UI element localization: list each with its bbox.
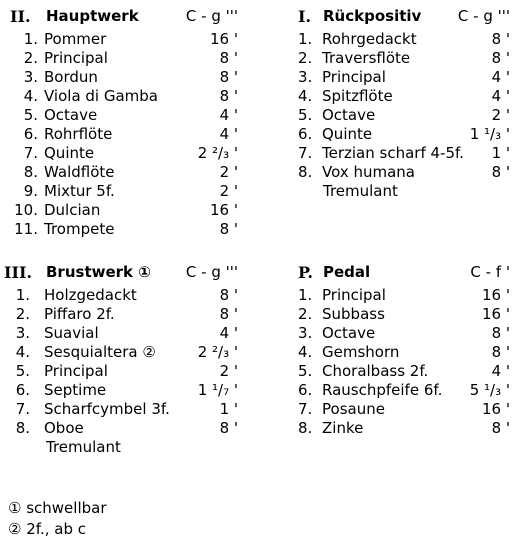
stop-row [10,144,238,163]
stop-number: 7. [23,144,38,162]
stop-row [10,49,238,68]
division-range: C - f ' [470,263,510,281]
stop-number: 8. [23,163,38,181]
stop-name: Terzian scharf 4-5f. [322,144,464,162]
stop-row [298,286,510,305]
stop-row [4,286,238,305]
stop-name: Principal [322,286,386,304]
stop-row [298,343,510,362]
division-header [298,7,510,26]
division-range: C - g ''' [185,7,238,25]
stop-number: 8. [15,419,30,437]
stop-name: Viola di Gamba [44,87,159,105]
stop-pitch: 16 ' [210,201,238,219]
stop-number: 6. [15,381,30,399]
stop-number: 11. [14,220,38,238]
stop-number: 8. [298,163,313,181]
stop-number: 8. [298,419,313,437]
stop-row [10,68,238,87]
stop-list [298,30,510,182]
division-header [10,7,238,26]
stop-name: Zinke [322,419,364,437]
stop-name: Vox humana [322,163,415,181]
stop-pitch: 1 ¹/₇ ' [197,381,238,399]
stop-number: 4. [23,87,38,105]
stop-name: Trompete [44,220,115,238]
stop-row [298,381,510,400]
stop-name: Principal [44,49,108,67]
division-rueckpositiv [298,7,510,201]
stop-list [298,286,510,438]
stop-name: Mixtur 5f. [44,182,115,200]
stop-number: 3. [298,324,313,342]
stop-name: Rohrgedackt [322,30,417,48]
stop-number: 2. [298,49,313,67]
stop-row [298,419,510,438]
stop-pitch: 4 ' [491,68,510,86]
stop-pitch: 2 ²/₃ ' [197,144,238,162]
stop-pitch: 16 ' [482,286,510,304]
stop-number: 2. [15,305,30,323]
stop-name: Suavial [44,324,99,342]
stop-pitch: 2 ' [219,163,238,181]
stop-list [4,286,238,438]
stop-name: Principal [322,68,386,86]
stop-pitch: 16 ' [482,400,510,418]
division-title: Brustwerk ① [46,263,151,281]
footnotes [8,498,107,540]
stop-pitch: 4 ' [491,87,510,105]
stop-row [10,201,238,220]
stop-name: Quinte [44,144,95,162]
stop-name: Rohrflöte [44,125,113,143]
stop-name: Waldflöte [44,163,115,181]
tremulant-note: Tremulant [46,438,121,456]
stop-number: 2. [23,49,38,67]
stop-pitch: 8 ' [219,286,238,304]
stop-name: Spitzflöte [322,87,393,105]
stop-row [4,381,238,400]
stop-name: Piffaro 2f. [44,305,115,323]
stop-name: Principal [44,362,108,380]
stop-pitch: 8 ' [219,87,238,105]
stop-name: Septime [44,381,107,399]
stop-name: Traversflöte [322,49,411,67]
division-title: Rückpositiv [323,7,422,25]
stop-row [10,163,238,182]
stop-number: 1. [298,286,313,304]
stop-name: Pommer [44,30,107,48]
stop-pitch: 8 ' [219,68,238,86]
stop-name: Subbass [322,305,385,323]
division-title: Pedal [323,263,371,281]
stop-row [10,30,238,49]
division-pedal [298,263,510,438]
stop-number: 7. [15,400,30,418]
stop-name: Octave [322,324,376,342]
stop-pitch: 1 ¹/₃ ' [469,125,510,143]
stop-pitch: 2 ' [219,182,238,200]
stop-pitch: 8 ' [491,343,510,361]
stop-row [298,362,510,381]
stop-name: Holzgedackt [44,286,137,304]
division-title: Hauptwerk [46,7,139,25]
stop-row [4,324,238,343]
stop-row [10,182,238,201]
stop-pitch: 8 ' [219,49,238,67]
stop-name: Dulcian [44,201,101,219]
stop-pitch: 2 ' [491,106,510,124]
stop-pitch: 8 ' [219,419,238,437]
stop-number: 5. [15,362,30,380]
stop-number: 3. [23,68,38,86]
footnote: ① schwellbar [8,499,107,517]
stop-number: 6. [23,125,38,143]
stop-row [298,144,510,163]
stop-name: Sesquialtera ② [44,343,156,361]
stop-row [298,87,510,106]
stop-name: Octave [44,106,98,124]
stop-pitch: 8 ' [491,324,510,342]
stop-row [298,324,510,343]
stop-name: Choralbass 2f. [322,362,429,380]
stop-pitch: 16 ' [210,30,238,48]
stop-row [298,68,510,87]
stop-number: 5. [298,362,313,380]
stop-row [10,125,238,144]
stop-number: 1. [298,30,313,48]
stop-pitch: 1 ' [491,144,510,162]
stop-pitch: 4 ' [219,125,238,143]
stop-number: 5. [298,106,313,124]
division-range: C - g ''' [185,263,238,281]
stop-name: Octave [322,106,376,124]
stop-number: 1. [23,30,38,48]
stop-row [298,125,510,144]
division-numeral: II. [10,7,31,26]
stop-number: 1. [15,286,30,304]
stop-pitch: 4 ' [491,362,510,380]
stop-name: Gemshorn [322,343,400,361]
division-range: C - g ''' [457,7,510,25]
division-hauptwerk [10,7,238,239]
stop-number: 10. [14,201,38,219]
stop-row [4,343,238,362]
stop-pitch: 2 ' [219,362,238,380]
stop-name: Rauschpfeife 6f. [322,381,443,399]
stop-row [298,30,510,49]
footnote: ② 2f., ab c [8,520,86,538]
stop-pitch: 8 ' [219,220,238,238]
division-brustwerk [4,263,238,457]
division-header [298,263,510,282]
stop-number: 4. [298,343,313,361]
stop-name: Bordun [44,68,98,86]
division-numeral: III. [4,263,33,282]
stop-name: Oboe [44,419,84,437]
stop-row [4,362,238,381]
stop-number: 7. [298,144,313,162]
stop-number: 6. [298,125,313,143]
stop-name: Quinte [322,125,373,143]
stop-pitch: 4 ' [219,324,238,342]
stop-row [4,400,238,419]
stop-number: 3. [298,68,313,86]
division-numeral: P. [298,263,313,282]
stop-row [298,400,510,419]
stop-pitch: 5 ¹/₃ ' [469,381,510,399]
stop-pitch: 8 ' [219,305,238,323]
stop-row [4,419,238,438]
stop-name: Scharfcymbel 3f. [44,400,170,418]
stop-pitch: 1 ' [219,400,238,418]
stop-number: 7. [298,400,313,418]
stop-row [298,305,510,324]
stop-number: 2. [298,305,313,323]
stop-pitch: 8 ' [491,30,510,48]
stop-pitch: 8 ' [491,163,510,181]
division-numeral: I. [298,7,312,26]
stop-number: 6. [298,381,313,399]
stop-number: 4. [298,87,313,105]
stop-number: 9. [23,182,38,200]
stop-row [10,220,238,239]
stop-row [10,106,238,125]
stop-pitch: 2 ²/₃ ' [197,343,238,361]
stop-pitch: 8 ' [491,419,510,437]
stop-row [298,163,510,182]
stop-name: Posaune [322,400,385,418]
stop-pitch: 16 ' [482,305,510,323]
stop-row [298,49,510,68]
stop-pitch: 8 ' [491,49,510,67]
tremulant-note: Tremulant [323,182,398,200]
stop-pitch: 4 ' [219,106,238,124]
stop-number: 4. [15,343,30,361]
stop-row [298,106,510,125]
stop-list [10,30,238,239]
stop-row [10,87,238,106]
stop-row [4,305,238,324]
division-header [4,263,238,282]
stop-number: 5. [23,106,38,124]
stop-number: 3. [15,324,30,342]
